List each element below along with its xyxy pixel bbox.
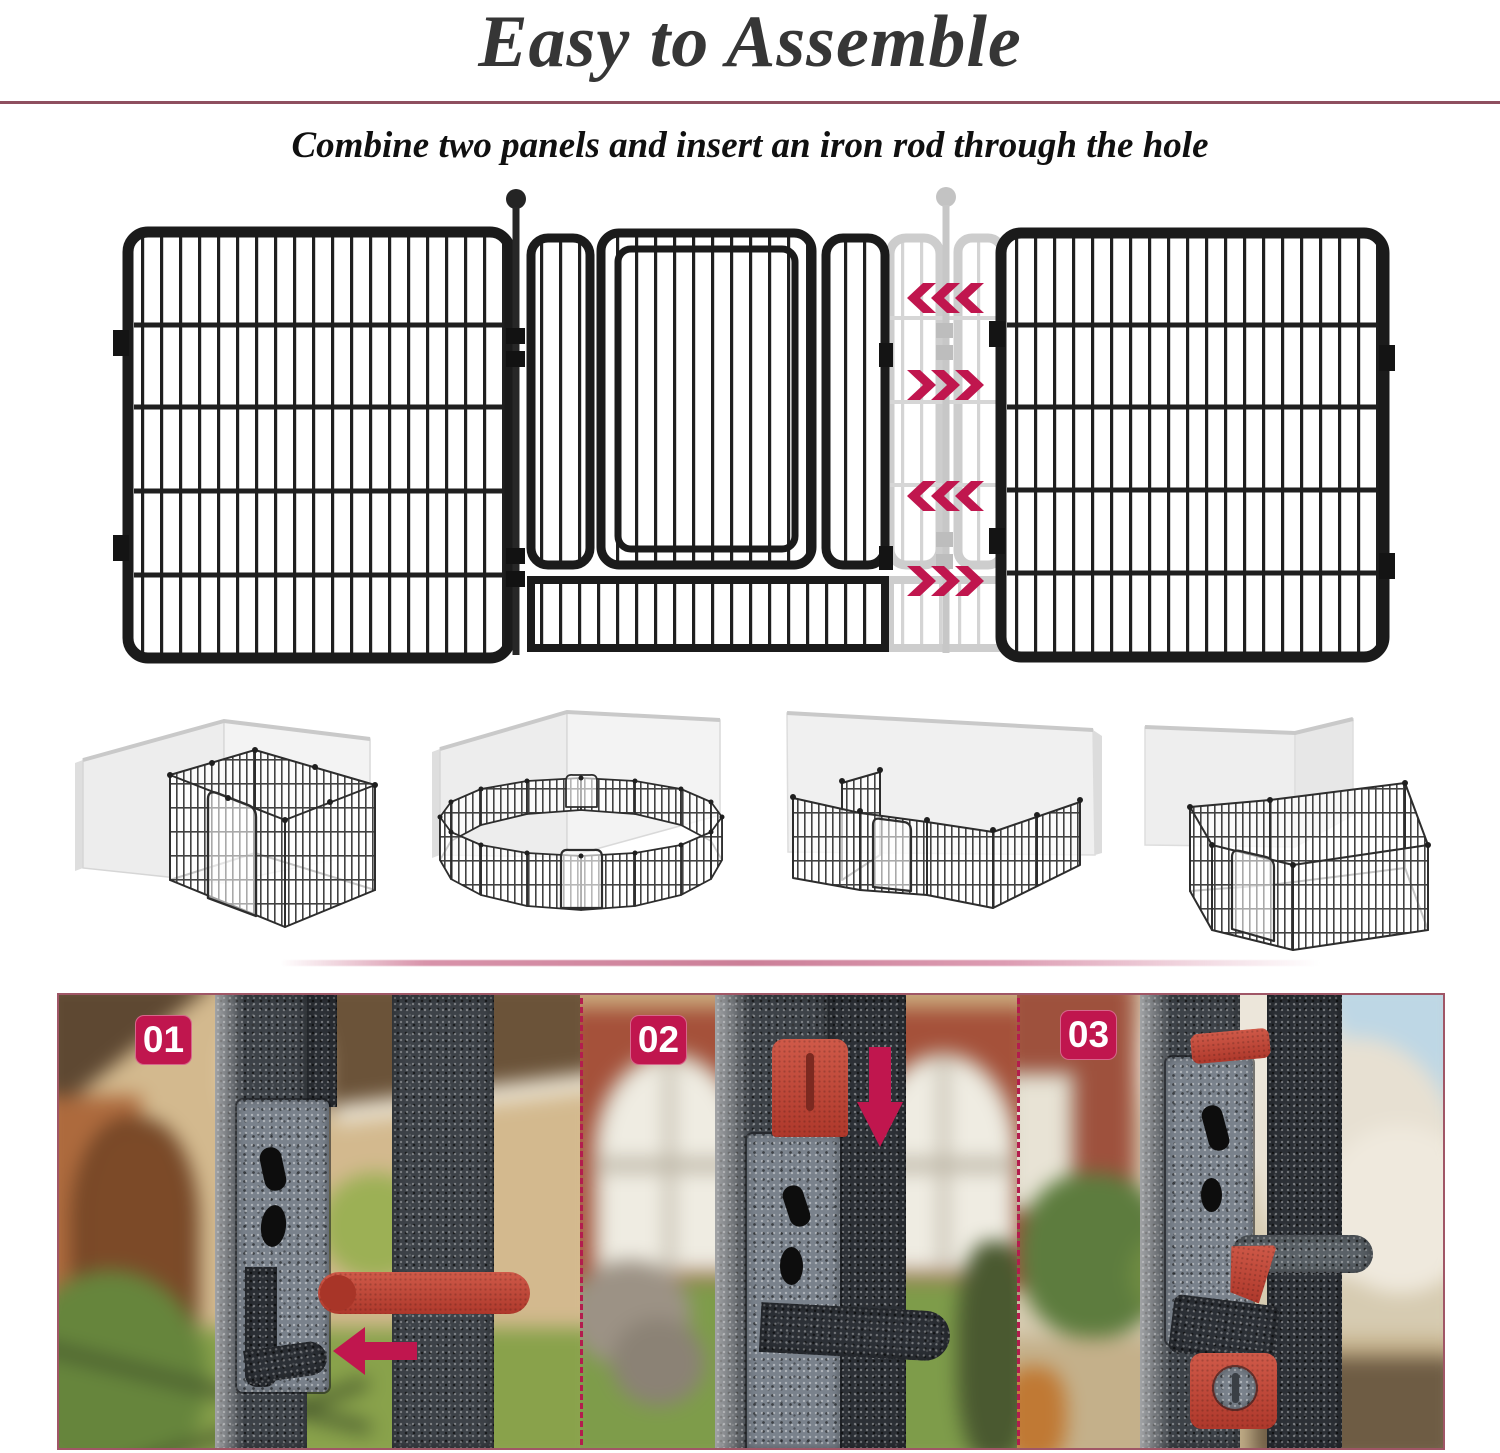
bracket-oval-hole	[1201, 1178, 1222, 1212]
step-3-panel	[1017, 995, 1443, 1448]
ghost-rod-knob-icon	[936, 187, 956, 207]
step-2-panel	[580, 995, 1017, 1448]
pen-door	[1232, 851, 1274, 941]
assembly-steps-photo	[57, 993, 1445, 1450]
step-1-panel	[59, 995, 580, 1448]
gate-door	[618, 249, 795, 549]
step-3-badge: 03	[1060, 1010, 1117, 1060]
base-plate-pin	[1232, 1373, 1239, 1403]
panel-edge-tube	[307, 995, 337, 1107]
title-divider	[0, 101, 1500, 104]
page-title: Easy to Assemble	[478, 1, 1022, 83]
hinge-bracket	[747, 1134, 840, 1448]
adjacent-panel-bar	[392, 995, 494, 1448]
rod-knob-icon	[506, 189, 526, 209]
fence-gate-panel	[531, 233, 893, 648]
bracket-oval-hole	[780, 1247, 803, 1285]
rod-end-cap	[320, 1275, 356, 1311]
fence-panel-right	[989, 233, 1395, 657]
subtitle: Combine two panels and insert an iron rod through the hole	[291, 125, 1209, 166]
rod-slot	[806, 1053, 814, 1111]
corner-round-pen-icon	[420, 695, 760, 960]
panel-assembly-diagram	[0, 185, 1500, 695]
step-2-badge: 02	[630, 1015, 687, 1065]
pen-door	[873, 819, 911, 891]
wall-barrier-pen-icon	[780, 695, 1150, 960]
section-divider	[280, 960, 1320, 966]
side-pen	[1187, 780, 1431, 950]
hinge-hook	[759, 1302, 951, 1362]
fence-panel-left	[113, 232, 510, 658]
panel-edge-tube	[1267, 995, 1342, 1448]
pen-door	[208, 792, 256, 916]
step-1-badge: 01	[135, 1015, 192, 1065]
step-separator	[1017, 998, 1020, 1445]
pen-door	[561, 850, 602, 908]
corner-side-pen-icon	[1120, 695, 1470, 960]
arrow-down-icon	[857, 1047, 903, 1147]
step-separator	[580, 998, 583, 1445]
arrow-left-icon	[333, 1327, 417, 1375]
corner-square-pen-icon	[40, 690, 420, 960]
